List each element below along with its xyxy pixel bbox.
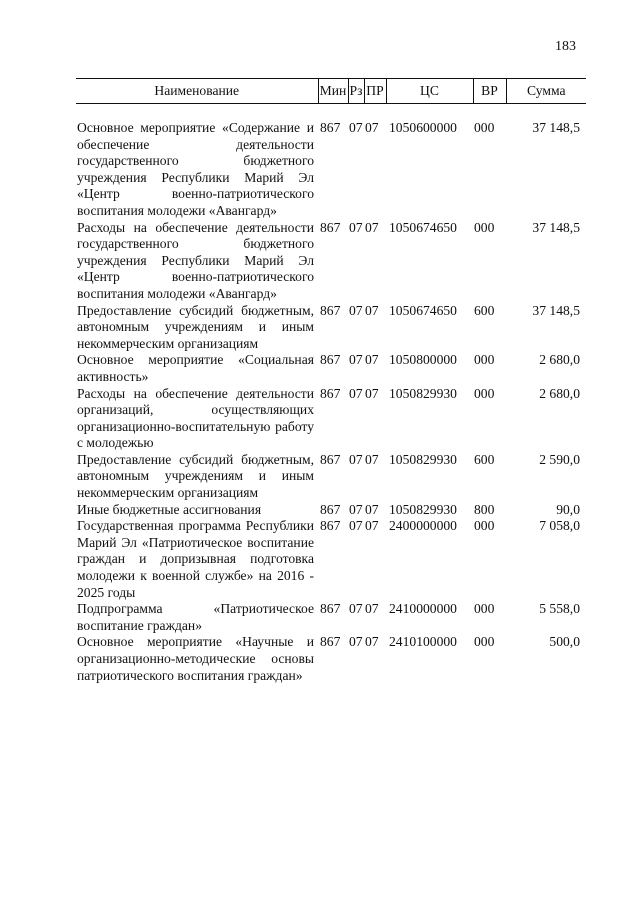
cell-pr: 07 [365, 352, 379, 368]
cell-cs: 1050829930 [389, 501, 457, 517]
cell-vr: 600 [474, 302, 495, 318]
table-row [76, 303, 586, 353]
cell-pr: 07 [365, 219, 379, 235]
cell-name: Расходы на обеспечение деятельности государственного бюджетного учреждения Республики Марий Эл «Центр военно-патриотического воспитания молодежи «Авангард» [77, 219, 314, 301]
cell-name: Предоставление субсидий бюджетным, автономным учреждениям и иным некоммерческим организациям [77, 302, 314, 351]
table-row [76, 386, 586, 452]
cell-cs: 1050600000 [389, 120, 457, 135]
header-pr: ПР [364, 79, 386, 104]
header-min: Мин [318, 79, 348, 104]
cell-cs: 2410000000 [389, 601, 457, 617]
cell-pr: 07 [365, 302, 379, 318]
cell-rz: 07 [349, 219, 363, 235]
cell-rz: 07 [349, 451, 363, 467]
header-sum: Сумма [506, 79, 586, 104]
cell-vr: 000 [474, 219, 495, 235]
cell-min: 867 [320, 601, 341, 617]
cell-rz: 07 [349, 601, 363, 617]
header-vr: ВР [473, 79, 506, 104]
header-rz: Рз [348, 79, 364, 104]
cell-min: 867 [320, 352, 341, 368]
table-header-row [76, 79, 586, 104]
page-number: 183 [555, 39, 576, 54]
table-row [76, 452, 586, 502]
cell-cs: 1050829930 [389, 451, 457, 467]
cell-min: 867 [320, 385, 341, 401]
header-cs: ЦС [386, 79, 473, 104]
header-spacer [76, 104, 586, 121]
cell-min: 867 [320, 219, 341, 235]
cell-cs: 2410100000 [389, 634, 457, 650]
cell-sum: 2 680,0 [539, 385, 580, 401]
cell-min: 867 [320, 501, 341, 517]
table-row [76, 518, 586, 601]
cell-sum: 7 058,0 [539, 518, 580, 534]
cell-sum: 2 680,0 [539, 352, 580, 368]
cell-pr: 07 [365, 601, 379, 617]
cell-name: Основное мероприятие «Социальная активность» [77, 352, 314, 384]
cell-vr: 000 [474, 120, 495, 135]
cell-sum: 90,0 [556, 501, 580, 517]
cell-vr: 800 [474, 501, 495, 517]
cell-cs: 1050800000 [389, 352, 457, 368]
cell-name: Расходы на обеспечение деятельности организаций, осуществляющих организационно-воспитательную работу с молодежью [77, 385, 314, 451]
cell-rz: 07 [349, 302, 363, 318]
cell-pr: 07 [365, 385, 379, 401]
cell-pr: 07 [365, 451, 379, 467]
table-row [76, 634, 586, 684]
cell-pr: 07 [365, 120, 379, 135]
cell-sum: 37 148,5 [532, 219, 580, 235]
cell-rz: 07 [349, 501, 363, 517]
cell-min: 867 [320, 634, 341, 650]
cell-sum: 5 558,0 [539, 601, 580, 617]
cell-rz: 07 [349, 518, 363, 534]
cell-min: 867 [320, 302, 341, 318]
table-row [76, 352, 586, 385]
cell-cs: 1050674650 [389, 302, 457, 318]
cell-rz: 07 [349, 385, 363, 401]
cell-cs: 2400000000 [389, 518, 457, 534]
table-row [76, 120, 586, 220]
cell-pr: 07 [365, 518, 379, 534]
cell-vr: 000 [474, 385, 495, 401]
cell-rz: 07 [349, 634, 363, 650]
cell-pr: 07 [365, 634, 379, 650]
cell-pr: 07 [365, 501, 379, 517]
cell-sum: 37 148,5 [532, 120, 580, 135]
cell-vr: 000 [474, 601, 495, 617]
cell-vr: 000 [474, 634, 495, 650]
cell-min: 867 [320, 120, 341, 135]
cell-cs: 1050829930 [389, 385, 457, 401]
cell-name: Подпрограмма «Патриотическое воспитание граждан» [77, 601, 314, 633]
header-name: Наименование [76, 79, 318, 104]
cell-sum: 37 148,5 [532, 302, 580, 318]
cell-name: Основное мероприятие «Научные и организационно-методические основы патриотического воспитания граждан» [77, 634, 314, 683]
table-row [76, 220, 586, 303]
cell-rz: 07 [349, 352, 363, 368]
cell-cs: 1050674650 [389, 219, 457, 235]
cell-rz: 07 [349, 120, 363, 135]
cell-min: 867 [320, 451, 341, 467]
table-row [76, 502, 586, 519]
budget-table [76, 78, 586, 684]
cell-sum: 2 590,0 [539, 451, 580, 467]
table-row [76, 601, 586, 634]
cell-name: Государственная программа Республики Марий Эл «Патриотическое воспитание граждан и допризывная подготовка молодежи к военной службе» на 2016 - 2025 годы [77, 518, 314, 600]
cell-vr: 000 [474, 352, 495, 368]
cell-vr: 600 [474, 451, 495, 467]
cell-vr: 000 [474, 518, 495, 534]
cell-sum: 500,0 [549, 634, 580, 650]
cell-name: Основное мероприятие «Содержание и обеспечение деятельности государственного бюджетного учреждения Республики Марий Эл «Центр военно-патриотического воспитания молодежи «Авангард» [77, 120, 314, 218]
cell-min: 867 [320, 518, 341, 534]
cell-name: Иные бюджетные ассигнования [77, 501, 262, 517]
cell-name: Предоставление субсидий бюджетным, автономным учреждениям и иным некоммерческим организациям [77, 451, 314, 501]
